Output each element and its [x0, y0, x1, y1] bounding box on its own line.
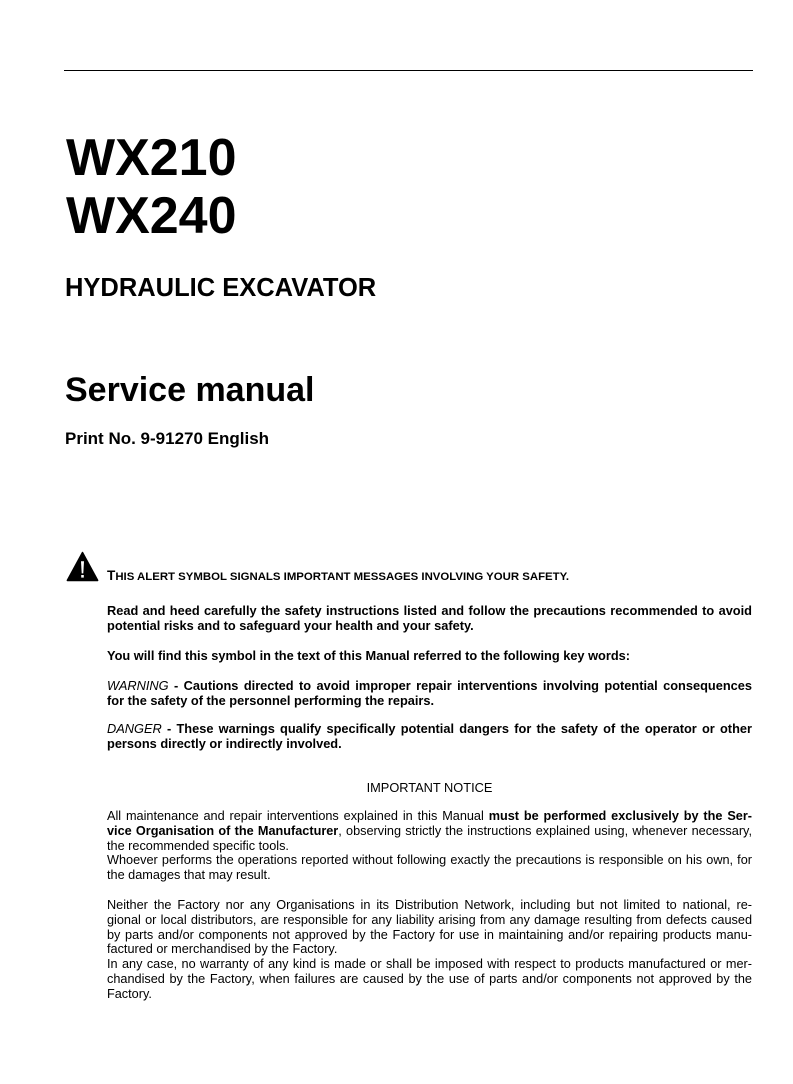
- notice-line: Whoever performs the operations reported without following exactly the precautions is responsible on his own, for: [107, 853, 752, 868]
- model-title-block: [66, 129, 237, 245]
- paragraph-line: persons directly or indirectly involved.: [107, 736, 342, 751]
- notice-line: Factory.: [107, 986, 152, 1001]
- notice-text: , observing strictly the instructions explained using, whenever necessary,: [338, 823, 752, 838]
- notice-line: by parts and/or components not approved by the Factory for use in maintaining and/or repairing products manu-: [107, 927, 752, 942]
- warning-triangle-icon: [66, 551, 99, 582]
- paragraph-spacer: [107, 883, 752, 898]
- notice-line: the recommended specific tools.: [107, 838, 289, 853]
- paragraph-line: Read and heed carefully the safety instructions listed and follow the precautions recommended to avoid: [107, 603, 752, 618]
- danger-description: - These warnings qualify specifically potential dangers for the safety of the operator or other: [166, 721, 752, 736]
- model-title-1: WX210: [66, 129, 237, 187]
- warning-definition: [107, 678, 752, 708]
- notice-line: [107, 809, 752, 824]
- top-rule: [64, 70, 753, 71]
- important-notice-heading: IMPORTANT NOTICE: [366, 780, 493, 795]
- notice-line: factured or merchandised by the Factory.: [107, 942, 338, 957]
- important-notice-body: [107, 809, 752, 1002]
- notice-line: In any case, no warranty of any kind is made or shall be imposed with respect to products manufactured or mer-: [107, 957, 752, 972]
- danger-keyword: DANGER: [107, 721, 162, 736]
- safety-instructions-paragraph: [107, 603, 752, 633]
- print-number: Print No. 9-91270 English: [65, 429, 270, 448]
- safety-alert-heading: THIS ALERT SYMBOL SIGNALS IMPORTANT MESSAGES INVOLVING YOUR SAFETY.: [107, 568, 570, 583]
- paragraph-line: potential risks and to safeguard your health and your safety.: [107, 618, 474, 633]
- notice-paragraph: [107, 809, 752, 853]
- notice-line: Neither the Factory nor any Organisations in its Distribution Network, including but not limited to national, re-: [107, 897, 752, 912]
- model-title-2: WX240: [66, 187, 237, 245]
- paragraph-line: [107, 721, 752, 736]
- manual-title: Service manual: [65, 371, 315, 409]
- notice-paragraph: [107, 957, 752, 1001]
- notice-line: [107, 824, 752, 839]
- warning-keyword: WARNING: [107, 678, 169, 693]
- notice-paragraph: [107, 898, 752, 957]
- notice-emphasis: must be performed exclusively by the Ser-: [488, 809, 753, 823]
- paragraph-line: for the safety of the personnel performing the repairs.: [107, 693, 435, 708]
- notice-line: chandised by the Factory, when failures are caused by the use of parts and/or components not approved by the: [107, 972, 752, 987]
- notice-emphasis: vice Organisation of the Manufacturer: [107, 823, 339, 838]
- danger-definition: [107, 721, 752, 751]
- warning-triangle-graphic: [66, 551, 99, 582]
- notice-text: All maintenance and repair interventions explained in this Manual: [107, 809, 484, 823]
- paragraph-line: [107, 678, 752, 693]
- notice-paragraph: [107, 853, 752, 883]
- exclamation-dot: [81, 575, 84, 578]
- notice-line: the damages that may result.: [107, 868, 271, 883]
- notice-line: gional or local distributors, are responsible for any liability arising from any damage resulting from defects caused: [107, 912, 752, 927]
- keywords-intro: You will find this symbol in the text of this Manual referred to the following key words:: [107, 648, 631, 663]
- machine-type-heading: HYDRAULIC EXCAVATOR: [65, 274, 377, 302]
- warning-description: - Cautions directed to avoid improper repair interventions involving potential consequences: [174, 678, 753, 693]
